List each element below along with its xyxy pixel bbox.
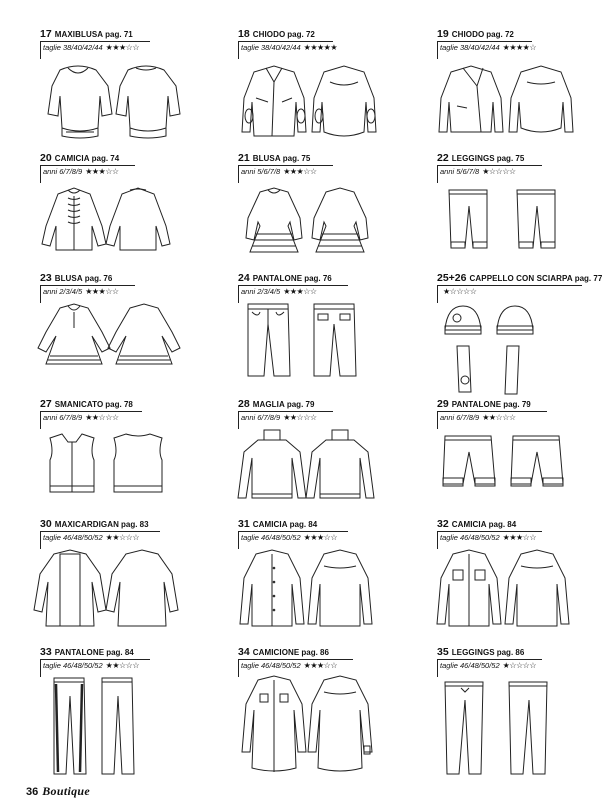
header-rule [238,659,353,660]
blusa-drawing [238,182,388,280]
header-rule [238,285,348,286]
difficulty-stars: ★★★☆☆ [303,661,337,670]
item-page-ref: pag. 84 [488,520,517,529]
camicione-drawing [238,676,388,774]
header-bar [437,41,438,59]
difficulty-stars: ★★☆☆☆ [105,533,139,542]
pattern-item[interactable] [238,272,416,400]
item-page-ref: pag. 75 [282,154,311,163]
item-name: CAMICIA [54,154,90,163]
difficulty-stars: ★★★☆☆ [105,43,139,52]
header-rule [238,531,348,532]
header-rule [238,41,333,42]
item-page-ref: pag. 84 [106,648,134,657]
header-bar [40,411,41,429]
item-number: 19 [437,28,449,40]
magazine-logo: Boutique [42,784,90,798]
header-bar [437,659,438,677]
hat-scarf-drawing [437,302,587,400]
difficulty-stars: ★★☆☆☆ [105,661,139,670]
camicia-ruffle-drawing [40,182,190,280]
header-rule [437,41,532,42]
difficulty-stars: ★★☆☆☆ [85,413,119,422]
header-rule [40,659,150,660]
pattern-item[interactable] [40,28,218,156]
item-name: MAGLIA [252,400,285,409]
item-sizes: anni 6/7/8/9 [43,167,83,176]
header-bar [238,285,239,303]
item-number: 24 [238,272,250,284]
item-sizes: anni 6/7/8/9 [440,413,480,422]
difficulty-stars: ★★★☆☆ [283,167,317,176]
chiodo-jacket-drawing [437,58,587,156]
item-name: PANTALONE [252,274,303,283]
item-page-ref: pag. 78 [105,400,133,409]
item-number: 33 [40,646,52,658]
header-bar [437,411,438,429]
item-page-ref: pag. 71 [105,30,133,39]
header-rule [40,41,150,42]
header-rule [437,411,547,412]
item-sizes: taglie 46/48/50/52 [440,533,500,542]
item-page-ref: pag. 76 [84,274,113,283]
item-name: BLUSA [54,274,83,283]
item-name: CAMICIA [451,520,487,529]
difficulty-stars: ★★★☆☆ [85,287,119,296]
item-name: CHIODO [252,30,286,39]
item-number: 30 [40,518,52,530]
header-rule [40,411,142,412]
header-rule [40,285,135,286]
pattern-item[interactable] [40,398,218,526]
item-page-ref: pag. 74 [91,154,120,163]
item-name: CAMICIONE [252,648,300,657]
pattern-item[interactable] [437,646,615,774]
blusa-drawing [40,302,190,400]
difficulty-stars: ★★★☆☆ [303,533,337,542]
difficulty-stars: ★★★☆☆ [85,167,119,176]
header-bar [437,285,438,303]
header-rule [40,165,135,166]
item-number: 31 [238,518,250,530]
item-name: SMANICATO [54,400,104,409]
item-sizes: anni 6/7/8/9 [43,413,83,422]
item-name: CAMICIA [252,520,288,529]
item-page-ref: pag. 86 [301,648,329,657]
item-page-ref: pag. 79 [503,400,531,409]
item-number: 22 [437,152,449,164]
difficulty-stars: ★★★☆☆ [283,287,317,296]
item-page-ref: pag. 86 [496,648,525,657]
item-number: 34 [238,646,250,658]
header-rule [238,165,333,166]
item-number: 20 [40,152,52,164]
difficulty-stars: ★★★★★ [303,43,337,52]
item-number: 17 [40,28,52,40]
pattern-item[interactable] [238,518,416,646]
pantalone-drawing [238,302,388,400]
header-bar [40,659,41,677]
header-rule [437,285,582,286]
header-bar [437,165,438,183]
item-number: 21 [238,152,250,164]
page-footer [26,784,90,799]
item-number: 23 [40,272,52,284]
item-number: 18 [238,28,250,40]
item-sizes: taglie 46/48/50/52 [43,661,103,670]
chiodo-jacket-drawing [238,58,388,156]
item-number: 32 [437,518,449,530]
difficulty-stars: ★★★☆☆ [502,533,536,542]
item-number: 28 [238,398,250,410]
header-rule [238,411,333,412]
pattern-item[interactable] [238,28,416,156]
header-bar [40,285,41,303]
difficulty-stars: ★★★★☆ [502,43,536,52]
leggings-drawing [437,676,587,774]
maglia-drawing [238,428,388,526]
page-number: 36 [26,786,39,798]
item-page-ref: pag. 72 [287,30,315,39]
item-sizes: taglie 46/48/50/52 [241,533,301,542]
item-name: MAXICARDIGAN [54,520,119,529]
item-number: 25+26 [437,272,467,284]
header-rule [437,659,542,660]
header-bar [238,411,239,429]
item-page-ref: pag. 84 [289,520,318,529]
pantalone-drawing [40,676,190,774]
pattern-item[interactable] [238,646,416,774]
item-number: 35 [437,646,449,658]
item-sizes: anni 5/6/7/8 [440,167,480,176]
difficulty-stars: ★☆☆☆☆ [443,287,477,296]
header-bar [437,531,438,549]
item-name: MAXIBLUSA [54,30,104,39]
header-bar [40,531,41,549]
item-sizes: taglie 38/40/42/44 [440,43,500,52]
header-bar [40,165,41,183]
item-page-ref: pag. 75 [496,154,525,163]
item-name: CHIODO [451,30,485,39]
header-bar [238,531,239,549]
item-page-ref: pag. 79 [286,400,315,409]
item-sizes: taglie 46/48/50/52 [43,533,103,542]
pattern-item[interactable] [40,152,218,280]
maxiblusa-drawing [40,58,190,156]
difficulty-stars: ★☆☆☆☆ [482,167,516,176]
item-page-ref: pag. 77 [574,274,603,283]
header-bar [238,165,239,183]
item-name: LEGGINGS [451,154,495,163]
item-name: LEGGINGS [451,648,495,657]
pattern-item[interactable] [437,398,615,526]
pattern-item[interactable] [40,646,218,774]
item-name: PANTALONE [54,648,105,657]
leggings-drawing [437,182,587,280]
header-bar [238,41,239,59]
pattern-item[interactable] [40,518,218,646]
pattern-item[interactable] [238,152,416,280]
item-name: CAPPELLO CON SCIARPA [469,274,573,283]
item-name: PANTALONE [451,400,502,409]
pattern-item[interactable] [40,272,218,400]
camicia-pocket-drawing [437,548,587,646]
header-rule [437,531,542,532]
header-bar [238,659,239,677]
item-sizes: anni 2/3/4/5 [43,287,83,296]
item-sizes: taglie 38/40/42/44 [43,43,103,52]
short-pants-drawing [437,428,587,526]
difficulty-stars: ★★☆☆☆ [482,413,516,422]
pattern-item[interactable] [437,152,615,280]
vest-drawing [40,428,190,526]
difficulty-stars: ★☆☆☆☆ [502,661,536,670]
cardigan-drawing [40,548,190,646]
item-page-ref: pag. 72 [486,30,514,39]
item-sizes: taglie 38/40/42/44 [241,43,301,52]
item-page-ref: pag. 76 [304,274,332,283]
pattern-item[interactable] [437,272,615,400]
header-rule [437,165,542,166]
item-number: 27 [40,398,52,410]
item-sizes: taglie 46/48/50/52 [241,661,301,670]
pattern-item[interactable] [437,518,615,646]
header-bar [40,41,41,59]
item-sizes: taglie 46/48/50/52 [440,661,500,670]
item-sizes: anni 6/7/8/9 [241,413,281,422]
item-sizes: anni 2/3/4/5 [241,287,281,296]
item-number: 29 [437,398,449,410]
item-sizes: anni 5/6/7/8 [241,167,281,176]
camicia-drawing [238,548,388,646]
item-page-ref: pag. 83 [121,520,149,529]
header-rule [40,531,160,532]
item-name: BLUSA [252,154,281,163]
pattern-item[interactable] [238,398,416,526]
pattern-item[interactable] [437,28,615,156]
difficulty-stars: ★★☆☆☆ [283,413,317,422]
